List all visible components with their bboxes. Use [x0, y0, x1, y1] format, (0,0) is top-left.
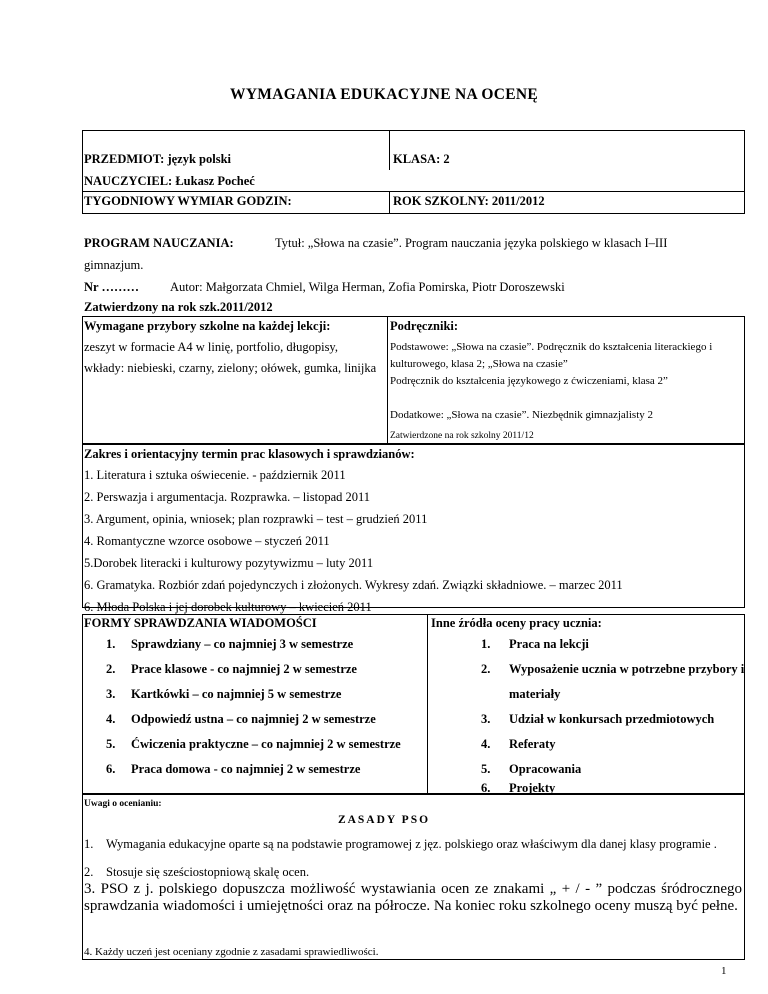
form-item-number: 6. — [106, 762, 116, 776]
source-item: Udział w konkursach przedmiotowych — [509, 712, 715, 726]
form-item-number: 4. — [106, 712, 116, 726]
textbooks-header: Podręczniki: — [390, 319, 459, 333]
textbooks-line3: Podręcznik do kształcenia językowego z ćwiczeniami, klasa 2” — [390, 375, 668, 387]
form-item: Kartkówki – co najmniej 5 w semestrze — [131, 687, 342, 701]
source-item-number: 2. — [481, 662, 491, 676]
source-item-number: 5. — [481, 762, 491, 776]
program-approved: Zatwierdzony na rok szk.2011/2012 — [84, 300, 273, 314]
rule-number: 2. — [84, 865, 94, 879]
test-item: 2. Perswazja i argumentacja. Rozprawka. – listopad 2011 — [84, 490, 371, 504]
test-item: 6. Młoda Polska i jej dorobek kulturowy – kwiecień 2011 — [84, 600, 372, 614]
document-title: WYMAGANIA EDUKACYJNE NA OCENĘ — [230, 86, 538, 103]
supplies-header: Wymagane przybory szkolne na każdej lekcji: — [84, 319, 331, 333]
rule-1: Wymagania edukacyjne oparte są na podstawie programowej z jęz. polskiego oraz właściwym dla danej klasy programie . — [106, 837, 717, 851]
subject-label: PRZEDMIOT: język polski — [84, 152, 231, 166]
source-item: Referaty — [509, 737, 556, 751]
header-divider — [389, 130, 390, 170]
rule-4: 4. Każdy uczeń jest oceniany zgodnie z zasadami sprawiedliwości. — [84, 946, 379, 958]
program-title: Tytuł: „Słowa na czasie”. Program nauczania języka polskiego w klasach I–III — [275, 236, 668, 250]
source-item: materiały — [509, 687, 561, 701]
program-label: PROGRAM NAUCZANIA: — [84, 236, 234, 250]
pso-title: ZASADY PSO — [337, 814, 431, 826]
form-item: Sprawdziany – co najmniej 3 w semestrze — [131, 637, 354, 651]
test-item: 5.Dorobek literacki i kulturowy pozytywizmu – luty 2011 — [84, 556, 374, 570]
textbooks-extra: Dodatkowe: „Słowa na czasie”. Niezbędnik gimnazjalisty 2 — [390, 409, 653, 421]
teacher-label: NAUCZYCIEL: Łukasz Pocheć — [84, 174, 255, 188]
textbooks-line1: Podstawowe: „Słowa na czasie”. Podręcznik do kształcenia literackiego i — [390, 341, 713, 353]
form-item-number: 3. — [106, 687, 116, 701]
textbooks-approved: Zatwierdzone na rok szkolny 2011/12 — [390, 431, 534, 441]
form-item: Prace klasowe - co najmniej 2 w semestrze — [131, 662, 357, 676]
other-sources-header: Inne źródła oceny pracy ucznia: — [431, 616, 602, 630]
form-item-number: 1. — [106, 637, 116, 651]
form-item: Ćwiczenia praktyczne – co najmniej 2 w semestrze — [131, 737, 401, 751]
school-year-label: ROK SZKOLNY: 2011/2012 — [393, 194, 545, 208]
form-item-number: 5. — [106, 737, 116, 751]
source-item: Praca na lekcji — [509, 637, 589, 651]
test-item: 6. Gramatyka. Rozbiór zdań pojedynczych i złożonych. Wykresy zdań. Związki składniowe. – marzec 2011 — [84, 578, 623, 592]
form-item: Praca domowa - co najmniej 2 w semestrze — [131, 762, 361, 776]
source-item: Opracowania — [509, 762, 582, 776]
source-item: Wyposażenie ucznia w potrzebne przybory i — [509, 662, 745, 676]
form-item-number: 2. — [106, 662, 116, 676]
remarks-label: Uwagi o ocenianiu: — [84, 799, 162, 809]
source-item-number: 6. — [481, 781, 491, 795]
rule-2: Stosuje się sześciostopniową skalę ocen. — [106, 865, 310, 879]
program-nr: Nr ……… — [84, 280, 139, 294]
textbooks-line2: kulturowego, klasa 2; „Słowa na czasie” — [390, 358, 568, 370]
supplies-line2: wkłady: niebieski, czarny, zielony; ołówek, gumka, linijka — [84, 361, 377, 375]
tests-header: Zakres i orientacyjny termin prac klasowych i sprawdzianów: — [84, 447, 415, 461]
class-label: KLASA: 2 — [393, 152, 450, 166]
source-item-number: 1. — [481, 637, 491, 651]
source-item: Projekty — [509, 781, 556, 795]
test-item: 4. Romantyczne wzorce osobowe – styczeń 2011 — [84, 534, 330, 548]
forms-header: FORMY SPRAWDZANIA WIADOMOŚCI — [84, 616, 317, 630]
source-item-number: 3. — [481, 712, 491, 726]
test-item: 3. Argument, opinia, wniosek; plan rozprawki – test – grudzień 2011 — [84, 512, 428, 526]
weekly-hours-label: TYGODNIOWY WYMIAR GODZIN: — [84, 194, 292, 208]
program-authors: Autor: Małgorzata Chmiel, Wilga Herman, Zofia Pomirska, Piotr Doroszewski — [170, 280, 565, 294]
rule-3: 3. PSO z j. polskiego dopuszcza możliwość wystawiania ocen ze znakami „ + / - ” podczas śródrocznego sprawdzania wiadomości i umiejętności oraz na półrocze. Na koniec roku szkolnego oceny muszą być pełne. — [84, 881, 742, 914]
rule-number: 1. — [84, 837, 94, 851]
program-title-cont: gimnazjum. — [84, 258, 144, 272]
source-item-number: 4. — [481, 737, 491, 751]
supplies-line1: zeszyt w formacie A4 w linię, portfolio, długopisy, — [84, 340, 338, 354]
test-item: 1. Literatura i sztuka oświecenie. - październik 2011 — [84, 468, 346, 482]
form-item: Odpowiedź ustna – co najmniej 2 w semestrze — [131, 712, 376, 726]
page-number: 1 — [721, 965, 727, 977]
